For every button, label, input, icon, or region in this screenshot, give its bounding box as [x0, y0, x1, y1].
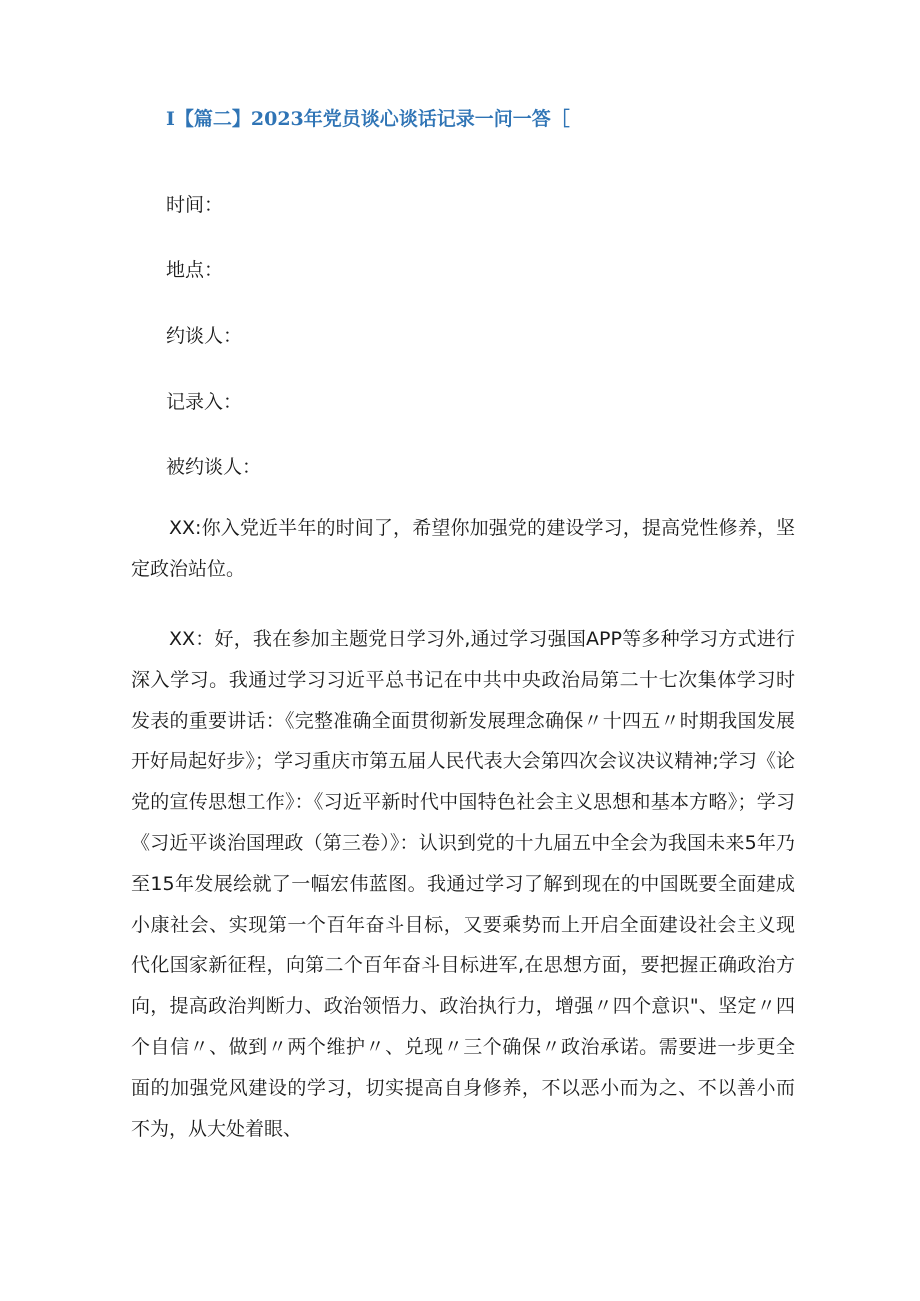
field-time: 时间：: [166, 194, 224, 216]
document-title: I【篇二】2023年党员谈心谈话记录一问一答［: [166, 108, 570, 130]
field-interviewer: 约谈人：: [166, 325, 243, 347]
field-interviewee: 被约谈人：: [166, 456, 262, 478]
field-recorder: 记录入：: [166, 391, 243, 413]
paragraph-answer: XX：好，我在参加主题党日学习外,通过学习强国APP等多种学习方式进行深入学习。我通过学习习近平总书记在中共中央政治局第二十七次集体学习时发表的重要讲话：《完整准确全面贯彻新发展理念确保〃十四五〃时期我国发展开好局起好步》；学习重庆市第五届人民代表大会第四次会议决议精神;学习《论党的宣传思想工作》：《习近平新时代中国特色社会主义思想和基本方略》；学习《习近平谈治国理政（第三卷）》：认识到党的十九届五中全会为我国未来5年乃至15年发展绘就了一幅宏伟蓝图。我通过学习了解到现在的中国既要全面建成小康社会、实现第一个百年奋斗目标，又要乘势而上开启全面建设社会主义现代化国家新征程，向第二个百年奋斗目标进军,在思想方面，要把握正确政治方向，提高政治判断力、政治领悟力、政治执行力，增强〃四个意识"、坚定〃四个自信〃、做到〃两个维护〃、兑现〃三个确保〃政治承诺。需要进一步更全面的加强党风建设的学习，切实提高自身修养，不以恶小而为之、不以善小而不为，从大处着眼、: [131, 628, 795, 1140]
paragraph-question: XX:你入党近半年的时间了，希望你加强党的建设学习，提高党性修养，坚定政治站位。: [131, 517, 795, 580]
field-place: 地点：: [166, 259, 224, 281]
